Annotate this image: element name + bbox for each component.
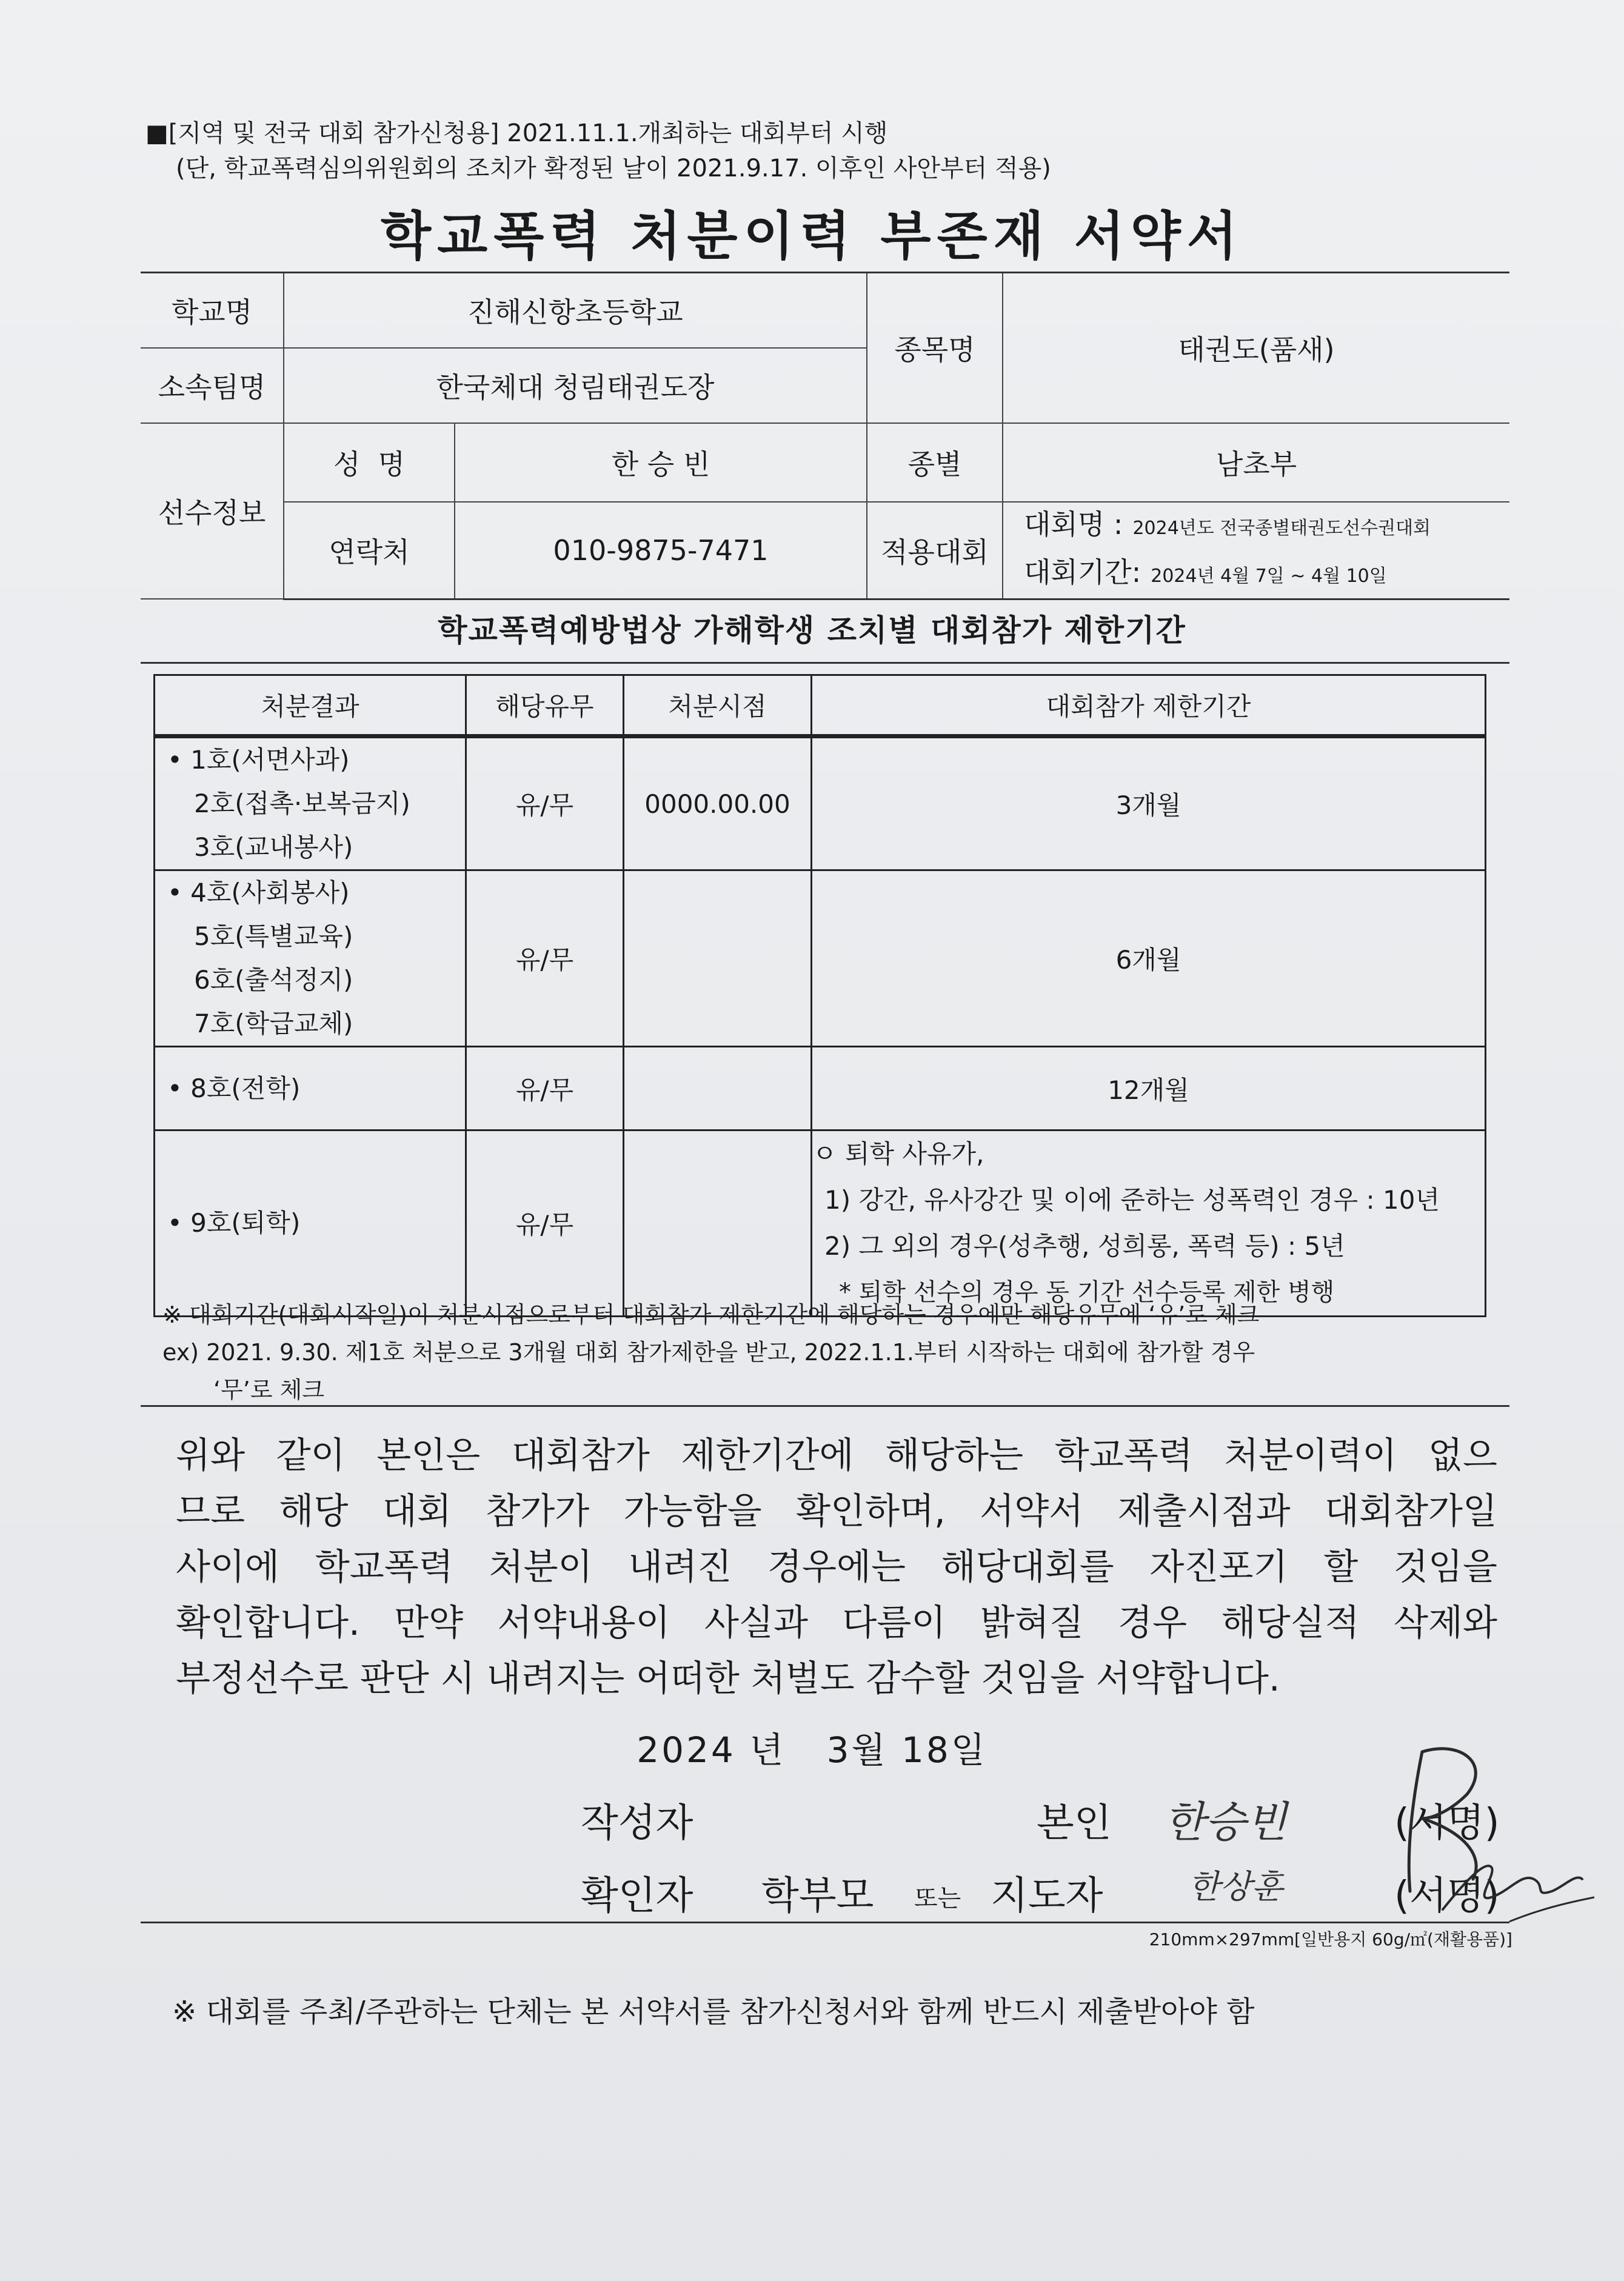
event-label: 종목명 [867, 273, 1003, 423]
applicable-cell: 유/무 [466, 1130, 624, 1317]
comp-name-value: 2024년도 전국종별태권도선수권대회 [1132, 517, 1431, 539]
player-info-label: 선수정보 [141, 423, 284, 599]
paper-spec: 210mm×297mm[일반용지 60g/㎡(재활용품)] [1149, 1929, 1512, 1949]
parent-signature: 한상훈 [1188, 1868, 1283, 1906]
date-cell [624, 1130, 812, 1317]
list-item: • 9호(퇴학) [167, 1201, 465, 1245]
note-check-rule: ※ 대회기간(대회시작일)이 처분시점으로부터 대회참가 제한기간에 해당하는 경우에만 해당유무에 ‘유’로 체크 [162, 1301, 1260, 1328]
footer-notice: ※ 대회를 주최/주관하는 단체는 본 서약서를 참가신청서와 함께 반드시 제출받아야 함 [172, 1995, 1255, 2029]
player-info-table [141, 272, 1509, 600]
name-label: 성 명 [284, 423, 455, 502]
list-item: 7호(학급교체) [194, 1009, 353, 1038]
limit-cell: 12개월 [812, 1047, 1486, 1130]
pledge-line: 위와 같이 본인은 대회참가 제한기간에 해당하는 학교폭력 처분이력이 없으 [176, 1434, 1497, 1476]
table-row [155, 1047, 1486, 1130]
notice-line-1: ■[지역 및 전국 대회 참가신청용] 2021.11.1.개최하는 대회부터 시행 [145, 119, 888, 147]
limit-cell: 3개월 [812, 736, 1486, 870]
date-day: 18일 [901, 1729, 987, 1771]
or-label: 또는 [914, 1885, 961, 1912]
measures-table [153, 674, 1486, 1317]
author-label: 작성자 [581, 1801, 693, 1846]
self-label: 본인 [1037, 1801, 1112, 1846]
signature-scribble-icon [1370, 1728, 1600, 1946]
table-row [155, 736, 1486, 870]
col-header-applicable: 해당유무 [466, 675, 624, 736]
document-title: 학교폭력 처분이력 부존재 서약서 [381, 206, 1243, 267]
applicable-cell: 유/무 [466, 1047, 624, 1130]
confirmer-label: 확인자 [581, 1874, 693, 1919]
category-label: 종별 [867, 423, 1003, 502]
comp-period-value: 2024년 4월 7일 ~ 4월 10일 [1151, 565, 1387, 587]
competition-details [1003, 502, 1509, 599]
coach-label: 지도자 [991, 1874, 1103, 1919]
list-item: 2호(접촉·보복금지) [194, 789, 410, 818]
date-year-unit: 년 [749, 1729, 786, 1771]
col-header-result: 처분결과 [155, 675, 466, 736]
list-item: 6호(출석정지) [194, 965, 353, 995]
parent-label: 학부모 [761, 1874, 874, 1919]
team-label: 소속팀명 [141, 348, 284, 423]
note-example-cont: ‘무’로 체크 [213, 1377, 325, 1403]
competition-label: 적용대회 [867, 502, 1003, 599]
expulsion-line: 2) 그 외의 경우(성추행, 성희롱, 폭력 등) : 5년 [824, 1231, 1345, 1261]
note-example: ex) 2021. 9.30. 제1호 처분으로 3개월 대회 참가제한을 받고, 2022.1.1.부터 시작하는 대회에 참가할 경우 [162, 1339, 1255, 1366]
date-year: 2024 [637, 1729, 736, 1771]
pledge-line: 확인합니다. 만약 서약내용이 사실과 다름이 밝혀질 경우 해당실적 삭제와 [176, 1601, 1497, 1643]
date-cell [624, 870, 812, 1047]
pledge-line: 부정선수로 판단 시 내려지는 어떠한 처벌도 감수할 것임을 서약합니다. [176, 1657, 1280, 1699]
expulsion-line: ㅇ 퇴학 사유가, [812, 1139, 984, 1169]
contact-value: 010-9875-7471 [455, 502, 867, 599]
date-cell: 0000.00.00 [624, 736, 812, 870]
col-header-date: 처분시점 [624, 675, 812, 736]
expulsion-line: 1) 강간, 유사강간 및 이에 준하는 성폭력인 경우 : 10년 [824, 1185, 1440, 1215]
divider [141, 1922, 1509, 1923]
list-item: • 4호(사회봉사) [167, 871, 465, 915]
expulsion-line: * 퇴학 선수의 경우 동 기간 선수등록 제한 병행 [839, 1278, 1335, 1306]
event-value: 태권도(품새) [1003, 273, 1509, 423]
divider [141, 1405, 1509, 1407]
table-row [155, 870, 1486, 1047]
date-month: 3월 [826, 1729, 888, 1771]
list-item: • 1호(서면사과) [167, 738, 465, 782]
notice-line-2: (단, 학교폭력심의위원회의 조치가 확정된 날이 2021.9.17. 이후인 사안부터 적용) [176, 155, 1051, 182]
applicable-cell: 유/무 [466, 870, 624, 1047]
date-cell [624, 1047, 812, 1130]
list-item: 3호(교내봉사) [194, 832, 353, 862]
self-sign-mark: (서명) [1394, 1801, 1500, 1846]
list-item: • 8호(전학) [167, 1067, 465, 1110]
limit-cell: 6개월 [812, 870, 1486, 1047]
col-header-limit: 대회참가 제한기간 [812, 675, 1486, 736]
parent-sign-mark: (서명) [1394, 1874, 1500, 1919]
contact-label: 연락처 [284, 502, 455, 599]
measures-title: 학교폭력예방법상 가해학생 조치별 대회참가 제한기간 [438, 613, 1186, 648]
table-row [155, 1130, 1486, 1317]
expulsion-limit-cell [812, 1130, 1486, 1317]
pledge-text [176, 1428, 1497, 1706]
comp-period-label: 대회기간: [1024, 555, 1141, 589]
category-value: 남초부 [1003, 423, 1509, 502]
pledge-line: 므로 해당 대회 참가가 가능함을 확인하며, 서약서 제출시점과 대회참가일 [176, 1490, 1497, 1532]
self-signature: 한승빈 [1164, 1797, 1287, 1847]
list-item: 5호(특별교육) [194, 921, 353, 951]
school-value: 진해신항초등학교 [284, 273, 867, 348]
comp-name-label: 대회명 : [1024, 507, 1123, 541]
applicable-cell: 유/무 [466, 736, 624, 870]
pledge-line: 사이에 학교폭력 처분이 내려진 경우에는 해당대회를 자진포기 할 것임을 [176, 1546, 1497, 1588]
school-label: 학교명 [141, 273, 284, 348]
team-value: 한국체대 청림태권도장 [284, 348, 867, 423]
name-value: 한 승 빈 [455, 423, 867, 502]
divider [141, 662, 1509, 664]
